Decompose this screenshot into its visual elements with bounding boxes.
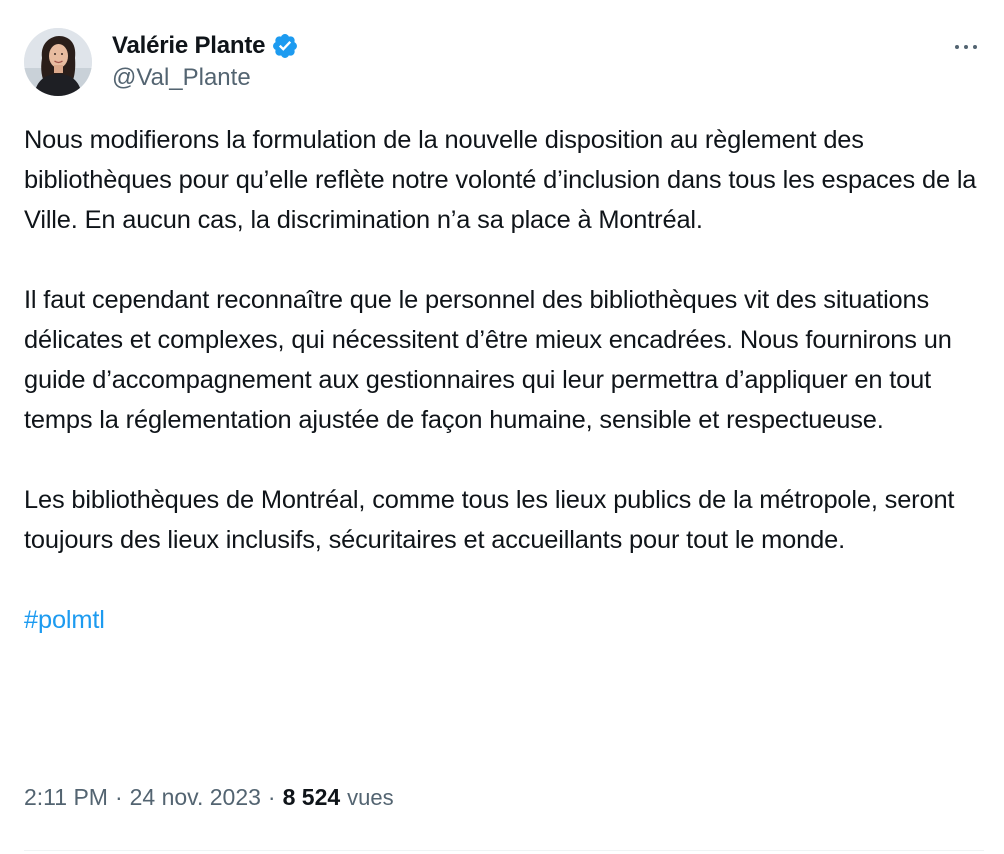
avatar-photo [24, 28, 92, 96]
divider [24, 850, 984, 851]
avatar[interactable] [24, 28, 92, 96]
tweet-date[interactable]: 24 nov. 2023 [129, 784, 261, 810]
meta-separator: · [114, 784, 123, 810]
hashtag-link[interactable]: #polmtl [24, 606, 105, 634]
views-count[interactable]: 8 524 [282, 784, 341, 810]
author-display-name[interactable]: Valérie Plante [112, 32, 266, 59]
tweet-time[interactable]: 2:11 PM [24, 784, 108, 810]
tweet-text [24, 120, 984, 640]
more-horizontal-icon-dot [973, 45, 978, 50]
tweet-paragraph: Les bibliothèques de Montréal, comme tous les lieux publics de la métropole, seront toujours des lieux inclusifs, sécuritaires et accueillants pour tout le monde. [24, 486, 955, 554]
hashtag-paragraph [24, 600, 984, 640]
more-options-button[interactable] [950, 34, 982, 60]
author-handle[interactable]: @Val_Plante [112, 64, 251, 91]
views-label: vues [347, 784, 394, 810]
more-horizontal-icon-dot [955, 45, 960, 50]
tweet-paragraph: Il faut cependant reconnaître que le personnel des bibliothèques vit des situations délicates et complexes, qui nécessitent d’être mieux encadrées. Nous fournirons un guide d’accompagnement aux gestionnaires qui leur permettra d’appliquer en tout temps la réglementation ajustée de façon humaine, sensible et respectueuse. [24, 286, 952, 434]
more-horizontal-icon-dot [964, 45, 969, 50]
author-name-row [112, 30, 299, 62]
tweet-meta [24, 784, 394, 811]
verified-badge-icon[interactable] [271, 32, 299, 60]
tweet-paragraph: Nous modifierons la formulation de la nouvelle disposition au règlement des bibliothèques pour qu’elle reflète notre volonté d’inclusion dans tous les espaces de la Ville. En aucun cas, la discrimination n’a sa place à Montréal. [24, 126, 977, 234]
author-block [112, 30, 299, 92]
meta-separator: · [267, 784, 276, 810]
